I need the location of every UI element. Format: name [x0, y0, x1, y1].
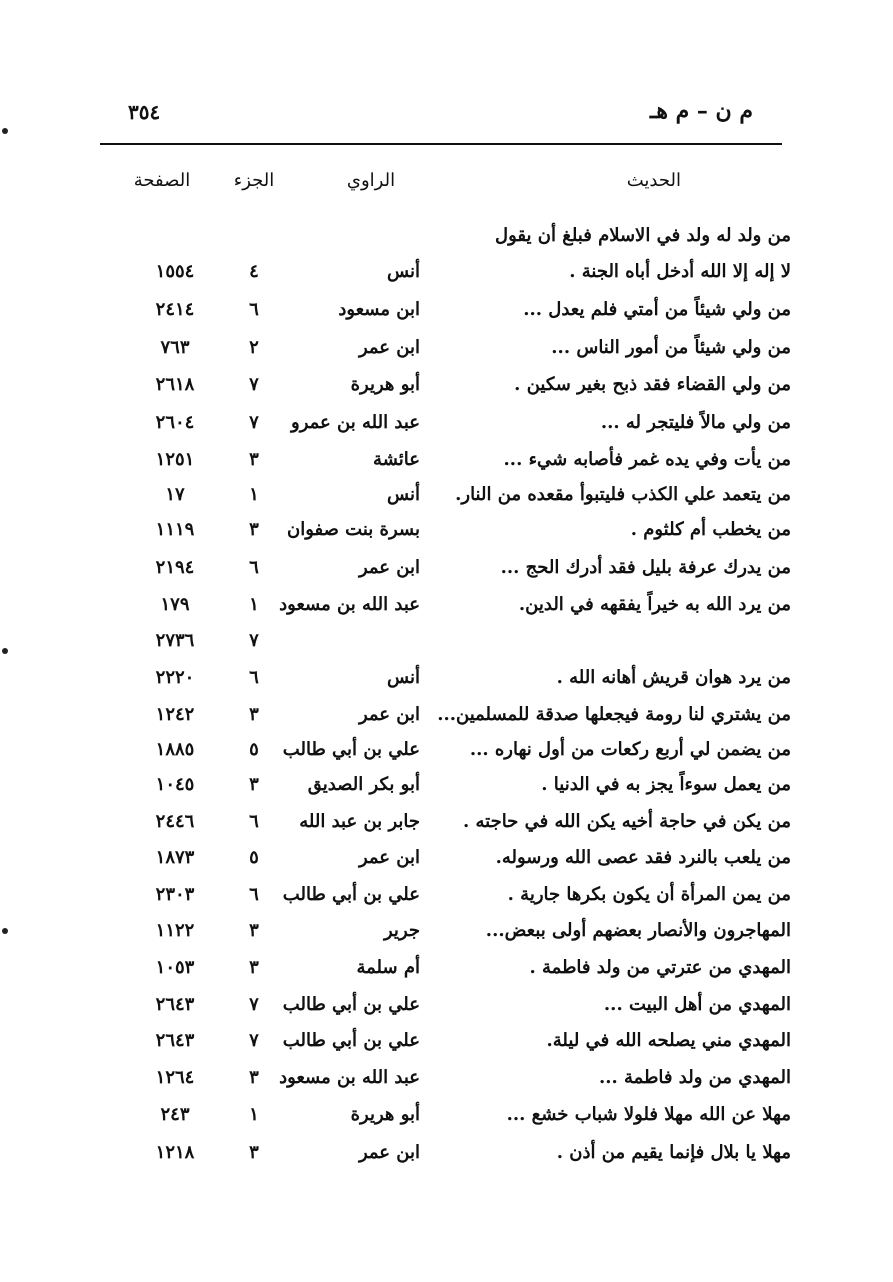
hadith-text: من يتعمد علي الكذب فليتبوأ مقعده من النار. — [455, 484, 791, 505]
page-reference: ١٥٥٤ — [155, 261, 195, 282]
table-row — [0, 1135, 893, 1171]
narrator: ابن عمر — [358, 1142, 420, 1163]
scan-edge-mark — [2, 648, 8, 654]
table-row — [0, 477, 893, 513]
hadith-text: من يأت وفي يده غمر فأصابه شيء ... — [503, 449, 791, 470]
hadith-text: من يكن في حاجة أخيه يكن الله في حاجته . — [462, 811, 791, 832]
table-row — [0, 950, 893, 986]
table-row — [0, 218, 893, 254]
volume-number: ٣ — [249, 704, 259, 725]
narrator: علي بن أبي طالب — [282, 739, 420, 760]
volume-number: ٦ — [249, 557, 259, 578]
volume-number: ٧ — [249, 994, 259, 1015]
narrator: بسرة بنت صفوان — [287, 519, 420, 540]
volume-number: ١ — [249, 594, 259, 615]
page-reference: ٢٦١٨ — [155, 374, 195, 395]
hadith-text: المهدي من ولد فاطمة ... — [598, 1067, 791, 1088]
table-row — [0, 1060, 893, 1096]
hadith-text: المهاجرون والأنصار بعضهم أولى ببعض... — [485, 920, 791, 941]
narrator: جابر بن عبد الله — [299, 811, 420, 832]
table-row — [0, 1023, 893, 1059]
page-reference: ١٢٥١ — [155, 449, 195, 470]
hadith-text: المهدي من أهل البيت ... — [603, 994, 791, 1015]
hadith-text: المهدي مني يصلحه الله في ليلة. — [546, 1030, 791, 1051]
hadith-text: المهدي من عترتي من ولد فاطمة . — [529, 957, 791, 978]
volume-number: ٧ — [249, 1030, 259, 1051]
table-row — [0, 367, 893, 403]
table-row — [0, 987, 893, 1023]
hadith-text: من يرد هوان قريش أهانه الله . — [556, 667, 791, 688]
narrator: ابن مسعود — [338, 299, 420, 320]
hadith-text: من ولي مالاً فليتجر له ... — [600, 412, 791, 433]
narrator: ابن عمر — [358, 847, 420, 868]
table-row — [0, 405, 893, 441]
column-header-rawi: الراوي — [346, 170, 396, 191]
hadith-text: من يمن المرأة أن يكون بكرها جارية . — [507, 884, 791, 905]
page-reference: ١٢١٨ — [155, 1142, 195, 1163]
narrator: أنس — [387, 667, 420, 688]
narrator: أنس — [387, 261, 420, 282]
volume-number: ٧ — [249, 630, 259, 651]
volume-number: ٧ — [249, 412, 259, 433]
volume-number: ٣ — [249, 449, 259, 470]
page-reference: ١١٢٢ — [155, 920, 195, 941]
volume-number: ١ — [249, 1104, 259, 1125]
table-row — [0, 442, 893, 478]
page-reference: ٢٦٤٣ — [155, 1030, 195, 1051]
table-row — [0, 623, 893, 659]
hadith-text: مهلا يا بلال فإنما يقيم من أذن . — [556, 1142, 791, 1163]
table-row — [0, 767, 893, 803]
volume-number: ٦ — [249, 884, 259, 905]
narrator: ابن عمر — [358, 557, 420, 578]
hadith-text: لا إله إلا الله أدخل أباه الجنة . — [569, 261, 791, 282]
table-row — [0, 697, 893, 733]
page-reference: ١٧٩ — [160, 594, 190, 615]
narrator: علي بن أبي طالب — [282, 994, 420, 1015]
page-reference: ٢٣٠٣ — [155, 884, 195, 905]
column-header-page: الصفحة — [133, 170, 191, 191]
table-row — [0, 732, 893, 768]
table-row — [0, 913, 893, 949]
page-reference: ١١١٩ — [155, 519, 195, 540]
volume-number: ٦ — [249, 667, 259, 688]
hadith-text: من يلعب بالنرد فقد عصى الله ورسوله. — [495, 847, 791, 868]
page-reference: ٧٦٣ — [160, 337, 190, 358]
table-row — [0, 587, 893, 623]
page-reference: ١٨٨٥ — [155, 739, 195, 760]
page-reference: ٢٢٢٠ — [155, 667, 195, 688]
narrator: جرير — [384, 920, 420, 941]
volume-number: ٣ — [249, 1142, 259, 1163]
page-reference: ١٠٥٣ — [155, 957, 195, 978]
narrator: عبد الله بن عمرو — [291, 412, 420, 433]
volume-number: ٦ — [249, 299, 259, 320]
header-rule — [100, 143, 782, 145]
volume-number: ٦ — [249, 811, 259, 832]
narrator: أبو هريرة — [350, 374, 420, 395]
table-row — [0, 254, 893, 290]
volume-number: ٣ — [249, 519, 259, 540]
scan-edge-mark — [2, 928, 8, 934]
table-row — [0, 292, 893, 328]
page-reference: ١٢٦٤ — [155, 1067, 195, 1088]
hadith-text: من ولي القضاء فقد ذبح بغير سكين . — [514, 374, 791, 395]
volume-number: ٧ — [249, 374, 259, 395]
narrator: أنس — [387, 484, 420, 505]
narrator: ابن عمر — [358, 337, 420, 358]
table-row — [0, 330, 893, 366]
table-row — [0, 660, 893, 696]
narrator: أبو هريرة — [350, 1104, 420, 1125]
narrator: عبد الله بن مسعود — [279, 1067, 420, 1088]
table-row — [0, 550, 893, 586]
hadith-text: من ولي شيئاً من أمتي فلم يعدل ... — [523, 299, 791, 320]
narrator: عبد الله بن مسعود — [279, 594, 420, 615]
volume-number: ٥ — [249, 739, 259, 760]
hadith-text: من ولد له ولد في الاسلام فبلغ أن يقول — [495, 225, 791, 246]
hadith-text: من يعمل سوءاً يجز به في الدنيا . — [541, 774, 791, 795]
page-reference: ٢٦٠٤ — [155, 412, 195, 433]
table-row — [0, 840, 893, 876]
page-number: ٣٥٤ — [128, 100, 161, 124]
section-letters: م ن – م هـ — [649, 98, 753, 124]
narrator: عائشة — [373, 449, 420, 470]
volume-number: ١ — [249, 484, 259, 505]
volume-number: ٣ — [249, 957, 259, 978]
page-reference: ١٧ — [165, 484, 185, 505]
hadith-text: من يشتري لنا رومة فيجعلها صدقة للمسلمين... — [437, 704, 791, 725]
table-row — [0, 877, 893, 913]
hadith-text: من يدرك عرفة بليل فقد أدرك الحج ... — [500, 557, 791, 578]
page-reference: ١٢٤٢ — [155, 704, 195, 725]
table-row — [0, 1097, 893, 1133]
volume-number: ٢ — [249, 337, 259, 358]
narrator: علي بن أبي طالب — [282, 1030, 420, 1051]
hadith-text: من ولي شيئاً من أمور الناس ... — [551, 337, 791, 358]
narrator: علي بن أبي طالب — [282, 884, 420, 905]
narrator: أبو بكر الصديق — [307, 774, 420, 795]
hadith-text: مهلا عن الله مهلا فلولا شباب خشع ... — [506, 1104, 791, 1125]
page-reference: ٢٤١٤ — [155, 299, 195, 320]
hadith-text: من يرد الله به خيراً يفقهه في الدين. — [518, 594, 791, 615]
hadith-text: من يضمن لي أربع ركعات من أول نهاره ... — [469, 739, 791, 760]
volume-number: ٤ — [249, 261, 259, 282]
scan-edge-mark — [2, 128, 8, 134]
page-reference: ٢١٩٤ — [155, 557, 195, 578]
volume-number: ٥ — [249, 847, 259, 868]
page-reference: ١٨٧٣ — [155, 847, 195, 868]
narrator: ابن عمر — [358, 704, 420, 725]
table-row — [0, 512, 893, 548]
page-reference: ٢٤٤٦ — [155, 811, 195, 832]
page-reference: ٢٦٤٣ — [155, 994, 195, 1015]
page-reference: ١٠٤٥ — [155, 774, 195, 795]
narrator: أم سلمة — [356, 957, 420, 978]
page-reference: ٢٧٣٦ — [155, 630, 195, 651]
hadith-text: من يخطب أم كلثوم . — [630, 519, 791, 540]
column-header-hadith: الحديث — [626, 170, 681, 191]
table-row — [0, 804, 893, 840]
page-reference: ٢٤٣ — [160, 1104, 190, 1125]
volume-number: ٣ — [249, 774, 259, 795]
column-header-juz: الجزء — [233, 170, 275, 191]
volume-number: ٣ — [249, 1067, 259, 1088]
volume-number: ٣ — [249, 920, 259, 941]
